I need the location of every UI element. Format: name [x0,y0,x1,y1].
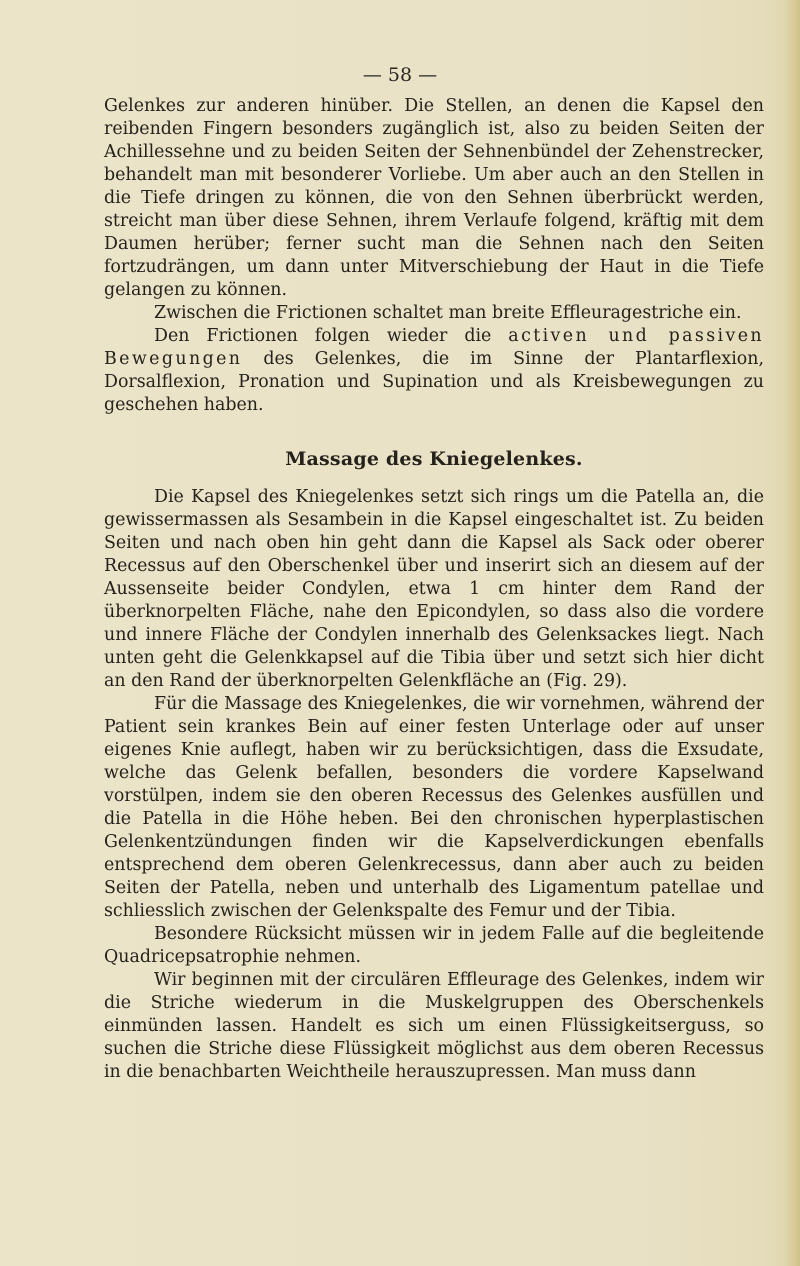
paragraph: Zwischen die Frictionen schaltet man breite Effleuragestriche ein. [154,303,742,323]
paragraph: Für die Massage des Kniegelenkes, die wir vornehmen, während der Patient sein krankes Bein auf einer festen Unterlage oder auf unser eigenes Knie auflegt, haben wir zu berücksichtigen, dass die Exsudate, welche das Gelenk befallen, besonders die vordere Kapselwand vorstülpen, indem sie den oberen Recessus des Gelenkes ausfüllen und die Patella in die Höhe heben. Bei den chronischen hyperplastischen Gelenkentzündungen finden wir die Kapselverdickungen ebenfalls entsprechend dem oberen Gelenkrecessus, dann aber auch zu beiden Seiten der Patella, neben und unterhalb des Ligamentum patellae und schliesslich zwischen der Gelenkspalte des Femur und der Tibia. [104,694,764,921]
paragraph-text: des Gelenkes, die im Sinne der Plantarflexion, Dorsalflexion, Pronation und Supination und als Kreisbewegungen zu geschehen haben. [104,349,764,415]
paragraph-text: Den Frictionen folgen wieder die [154,326,509,346]
paragraph: Die Kapsel des Kniegelenkes setzt sich rings um die Patella an, die gewissermassen als Sesambein in die Kapsel eingeschaltet ist. Zu beiden Seiten und nach oben hin geht dann die Kapsel als Sack oder oberer Recessus auf den Oberschenkel über und inserirt sich an diesem auf der Aussenseite beider Condylen, etwa 1 cm hinter dem Rand der überknorpelten Fläche, nahe den Epicondylen, so dass also die vordere und innere Fläche der Condylen innerhalb des Gelenksackes liegt. Nach unten geht die Gelenkkapsel auf die Tibia über und setzt sich hier dicht an den Rand der überknorpelten Gelenkfläche an (Fig. 29). [104,487,764,691]
page-number: — 58 — [362,64,438,86]
paragraph: Besondere Rücksicht müssen wir in jedem Falle auf die begleitende Quadricepsatrophie nehmen. [104,924,764,967]
page-edge [786,0,800,1266]
emphasized-text: activen und passiven Bewegungen [104,326,764,369]
paragraph: Wir beginnen mit der circulären Effleurage des Gelenkes, indem wir die Striche wiederum in die Muskelgruppen des Oberschenkels einmünden lassen. Handelt es sich um einen Flüssigkeitserguss, so suchen die Striche diese Flüssigkeit möglichst aus dem oberen Recessus in die benachbarten Weichtheile herauszupressen. Man muss dann [104,970,764,1082]
section-heading: Massage des Kniegelenkes. [285,448,583,470]
paragraph-continuation: Gelenkes zur anderen hinüber. Die Stellen, an denen die Kapsel den reibenden Fingern besonders zugänglich ist, also zu beiden Seiten der Achillessehne und zu beiden Seiten der Sehnenbündel der Zehenstrecker, behandelt man mit besonderer Vorliebe. Um aber auch an den Stellen in die Tiefe dringen zu können, die von den Sehnen überbrückt werden, streicht man über diese Sehnen, ihrem Verlaufe folgend, kräftig mit dem Daumen herüber; ferner sucht man die Sehnen nach den Seiten fortzudrängen, um dann unter Mitverschiebung der Haut in die Tiefe gelangen zu können. [104,96,764,300]
paragraph-movements [104,325,764,417]
body-text [104,95,764,1084]
